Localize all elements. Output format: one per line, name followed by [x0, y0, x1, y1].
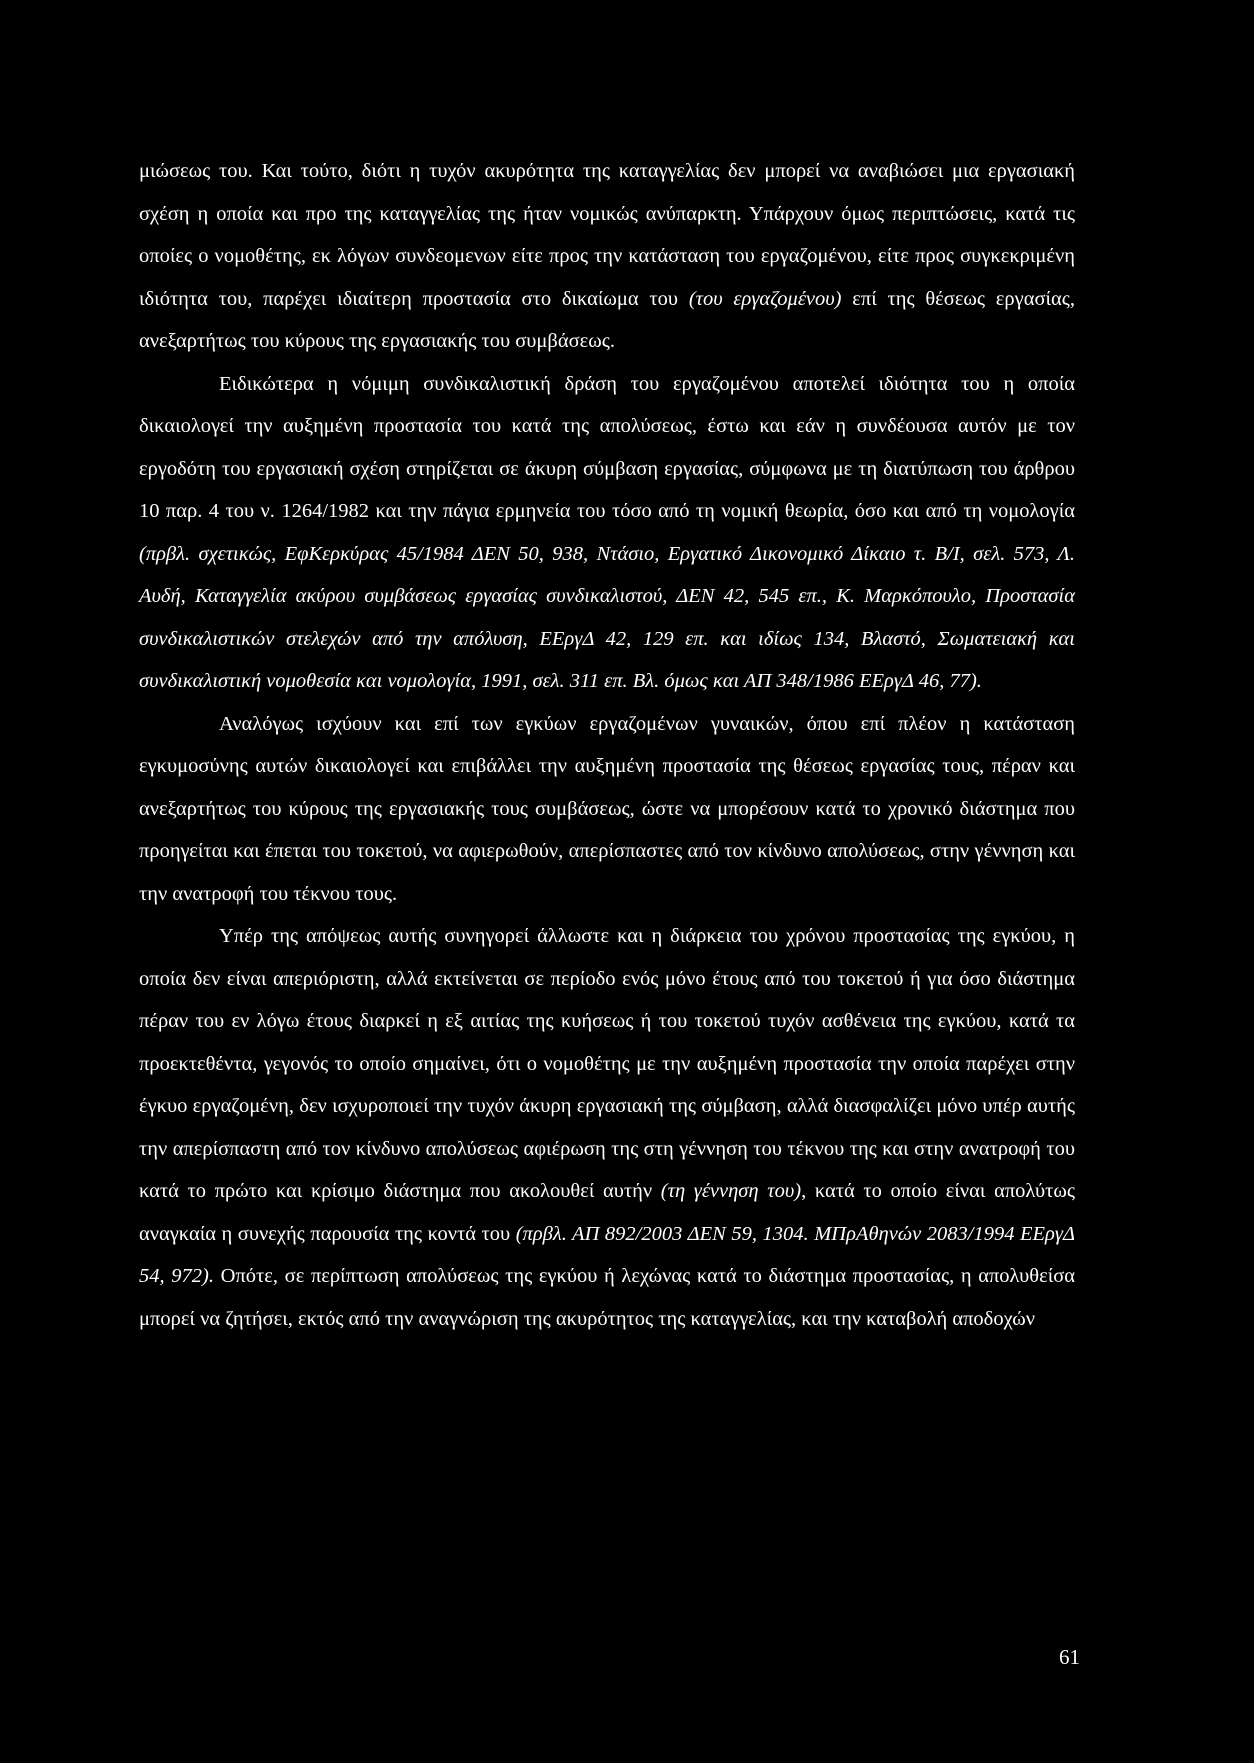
paragraph: [139, 150, 1075, 363]
paragraph: [139, 703, 1075, 916]
citation-text: (πρβλ. ΑΠ 892/2003 ΔΕΝ 59, 1304. ΜΠρΑθηνών 2083/1994 ΕΕργΔ 54, 972).: [139, 1222, 1076, 1287]
paragraph-text: επί της θέσεως εργασίας, ανεξαρτήτως του κύρους της εργασιακής του συμβάσεως.: [139, 287, 1075, 352]
body-text: [139, 150, 1075, 1340]
paragraph-text: Υπέρ της απόψεως αυτής συνηγορεί άλλωστε και η διάρκεια του χρόνου προστασίας της εγκύου, η οποία δεν είναι απεριόριστη, αλλά εκτείνεται σε περίοδο ενός μόνο έτους από του τοκετού ή για όσο διάστημα πέραν του εν λόγω έτους διαρκεί η εξ αιτίας της κυήσεως ή του τοκετού τυχόν ασθένεια της εγκύου, κατά τα προεκτεθέντα, γεγονός το οποίο σημαίνει, ότι ο νομοθέτης με την αυξημένη προστασία την οποία παρέχει στην έγκυο εργαζομένη, δεν ισχυροποιεί την τυχόν άκυρη εργασιακή της σύμβαση, αλλά διασφαλίζει μόνο υπέρ αυτής την απερίσπαστη από τον κίνδυνο απολύσεως αφιέρωση της στη γέννηση του τέκνου της και στην ανατροφή του κατά το πρώτο και κρίσιμο διάστημα που ακολουθεί αυτήν: [139, 925, 1075, 1202]
paragraph-text: Ειδικώτερα η νόμιμη συνδικαλιστική δράση του εργαζομένου αποτελεί ιδιότητα του η οποία δικαιολογεί την αυξημένη προστασία του κατά της απολύσεως, έστω και εάν η συνδέουσα αυτόν με τον εργοδότη του εργασιακή σχέση στηρίζεται σε άκυρη σύμβαση εργασίας, σύμφωνα με τη διατύπωση του άρθρου 10 παρ. 4 του ν. 1264/1982 και την πάγια ερμηνεία του τόσο από τη νομική θεωρία, όσο και από τη νομολογία: [139, 372, 1075, 522]
paragraph-text: , κατά το οποίο είναι απολύτως αναγκαία η συνεχής παρουσία της κοντά του: [139, 1180, 1075, 1245]
paragraph-text: μιώσεως του. Και τούτο, διότι η τυχόν ακυρότητα της καταγγελίας δεν μπορεί να αναβιώσει μια εργασιακή σχέση η οποία και προ της καταγγελίας της ήταν νομικώς ανύπαρκτη. Υπάρχουν όμως περιπτώσεις, κατά τις οποίες ο νομοθέτης, εκ λόγων συνδεομενων είτε προς την κατάσταση του εργαζομένου, είτε προς συγκεκριμένη ιδιότητα του, παρέχει ιδιαίτερη προστασία στο δικαίωμα του: [139, 160, 1075, 310]
paragraph-text: Αναλόγως ισχύουν και επί των εγκύων εργαζομένων γυναικών, όπου επί πλέον η κατάσταση εγκυμοσύνης αυτών δικαιολογεί και επιβάλλει την αυξημένη προστασία της θέσεως εργασίας τους, πέραν και ανεξαρτήτως του κύρους της εργασιακής τους συμβάσεως, ώστε να μπορέσουν κατά το χρονικό διάστημα που προηγείται και έπεται του τοκετού, να αφιερωθούν, απερίσπαστες από τον κίνδυνο απολύσεως, στην γέννηση και την ανατροφή του τέκνου τους.: [139, 712, 1075, 905]
citation-text: (του εργαζομένου): [688, 287, 842, 310]
citation-text: (πρβλ. σχετικώς, ΕφΚερκύρας 45/1984 ΔΕΝ 50, 938, Ντάσιο, Εργατικό Δικονομικό Δίκαιο τ. Β/Ι, σελ. 573, Λ. Αυδή, Καταγγελία ακύρου συμβάσεως εργασίας συνδικαλιστού, ΔΕΝ 42, 545 επ., Κ. Μαρκόπουλο, Προστασία συνδικαλιστικών στελεχών από την απόλυση, ΕΕργΔ 42, 129 επ. και ιδίως 134, Βλαστό, Σωματειακή και συνδικαλιστική νομοθεσία και νομολογία, 1991, σελ. 311 επ. Βλ. όμως και ΑΠ 348/1986 ΕΕργΔ 46, 77).: [139, 542, 1075, 692]
paragraph: [139, 363, 1075, 703]
paragraph-text: Οπότε, σε περίπτωση απολύσεως της εγκύου ή λεχώνας κατά το διάστημα προστασίας, η απολυθείσα μπορεί να ζητήσει, εκτός από την αναγνώριση της ακυρότητος της καταγγελίας, και την καταβολή αποδοχών: [139, 1265, 1076, 1330]
paragraph: [139, 915, 1075, 1340]
citation-text: (τη γέννηση του): [660, 1180, 802, 1202]
page-number: 61: [1059, 1645, 1080, 1669]
